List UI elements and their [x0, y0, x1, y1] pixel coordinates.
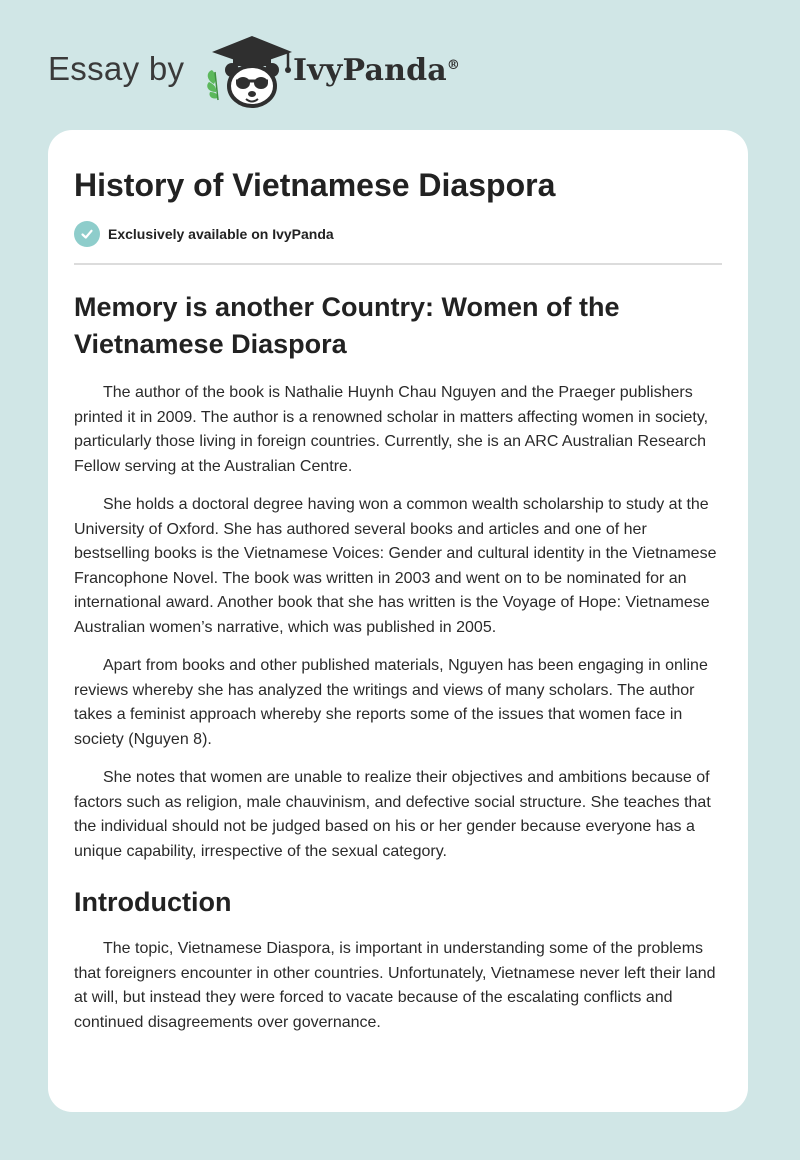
- exclusive-badge: [74, 221, 722, 247]
- panda-graduate-icon[interactable]: [200, 34, 300, 110]
- brand-name-text: IvyPanda: [293, 53, 447, 88]
- divider: [74, 263, 722, 265]
- section-heading: Introduction: [74, 887, 232, 918]
- paragraph: Apart from books and other published materials, Nguyen has been engaging in online reviews whereby she has analyzed the writings and views of many scholars. The author takes a feminist approach whereby she reports some of the issues that women face in society (Nguyen 8).: [74, 657, 708, 748]
- check-icon: [74, 221, 100, 247]
- essay-card: [48, 130, 748, 1112]
- exclusive-badge-text: Exclusively available on IvyPanda: [108, 226, 334, 243]
- brand-header: [48, 34, 548, 110]
- essay-title: History of Vietnamese Diaspora: [74, 167, 556, 203]
- brand-name[interactable]: [293, 53, 460, 88]
- brand-prefix: Essay by: [48, 50, 185, 87]
- paragraph: She holds a doctoral degree having won a common wealth scholarship to study at the University of Oxford. She has authored several books and articles and one of her bestselling books is the Vietnamese Voices: Gender and cultural identity in the Vietnamese Francophone Novel. The book was written in 2003 and went on to be nominated for an international award. Another book that she has written is the Voyage of Hope: Vietnamese Australian women’s narrative, which was published in 2005.: [74, 496, 717, 636]
- paragraph: She notes that women are unable to realize their objectives and ambitions because of factors such as religion, male chauvinism, and defective social structure. She teaches that the individual should not be judged based on his or her gender because everyone has a unique capability, irrespective of the sexual category.: [74, 769, 711, 860]
- paragraph: The topic, Vietnamese Diaspora, is important in understanding some of the problems that foreigners encounter in other countries. Unfortunately, Vietnamese never left their land at will, but instead they were forced to vacate because of the escalating conflicts and continued disagreements over governance.: [74, 940, 716, 1031]
- section-heading: Memory is another Country: Women of the Vietnamese Diaspora: [74, 292, 620, 360]
- paragraph: The author of the book is Nathalie Huynh Chau Nguyen and the Praeger publishers printed it in 2009. The author is a renowned scholar in matters affecting women in society, particularly those living in foreign countries. Currently, she is an ARC Australian Research Fellow serving at the Australian Centre.: [74, 384, 709, 475]
- registered-mark: ®: [446, 58, 461, 73]
